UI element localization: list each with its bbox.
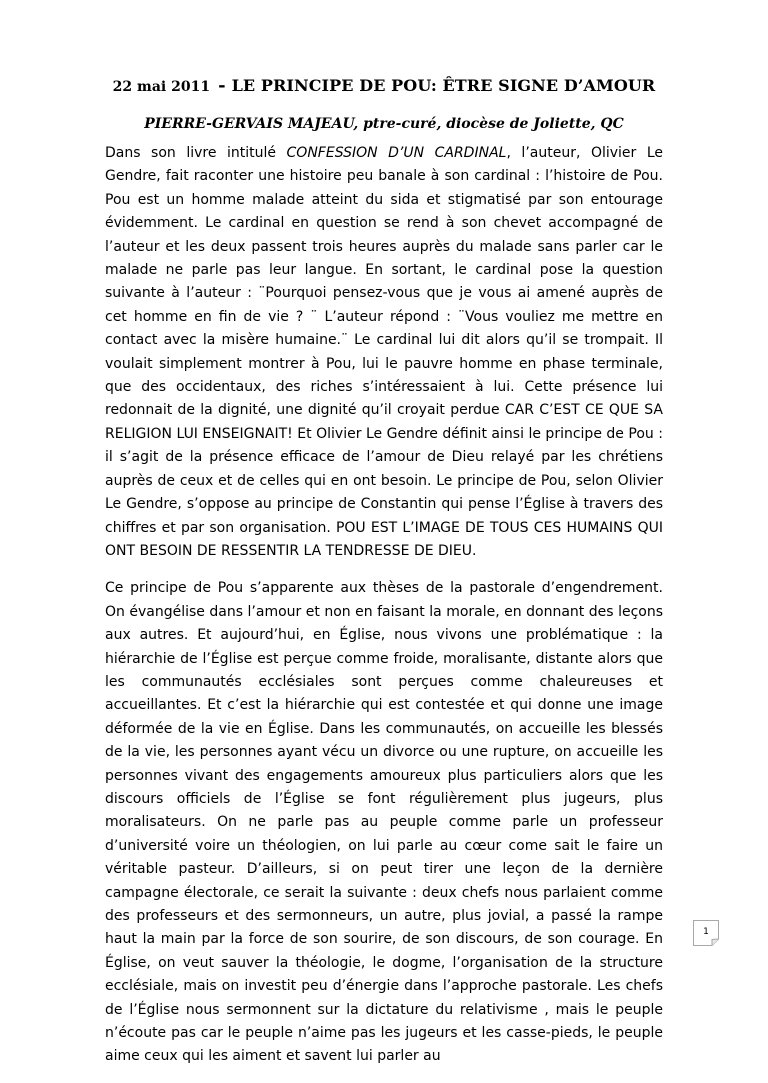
document-body xyxy=(105,142,663,1083)
paragraph-2: Ce principe de Pou s’apparente aux thèses de la pastorale d’engendrement. On évangélise dans l’amour et non en faisant la morale, en donnant des leçons aux autres. Et aujourd’hui, en Église, nous vivons une problématique : la hiérarchie de l’Église est perçue comme froide, moralisante, distante alors que les communautés ecclésiales sont perçues comme chaleureuses et accueillantes. Et c’est la hiérarchie qui est contestée et qui donne une image déformée de la vie en Église. Dans les communautés, on accueille les blessés de la vie, les personnes ayant vécu un divorce ou une rupture, on accueille les personnes vivant des engagements amoureux plus particuliers alors que les discours officiels de l’Église se font régulièrement plus jugeurs, plus moralisateurs. On ne parle pas au peuple comme parle un professeur d’université voire un théologien, on lui parle au cœur come sait le faire un véritable pasteur. D’ailleurs, si on peut tirer une leçon de la dernière campagne électorale, ce serait la suivante : deux chefs nous parlaient comme des professeurs et des sermonneurs, un autre, plus jovial, a passé la rampe haut la main par la force de son sourire, de son discours, de son courage. En Église, on veut sauver la théologie, le dogme, l’organisation de la structure ecclésiale, mais on investit peu d’énergie dans l’approche pastorale. Les chefs de l’Église nous sermonnent sur la dictature du relativisme , mais le peuple n’écoute pas car le peuple n’aime pas les jugeurs et les casse-pieds, le peuple aime ceux qui les aiment et savent lui parler au xyxy=(105,580,663,1065)
paragraph-1-text: , l’auteur, Olivier Le Gendre, fait raconter une histoire peu banale à son cardinal : l’histoire de Pou. Pou est un homme malade atteint du sida et stigmatisé par son entourage évidemment. Le cardinal en question se rend à son chevet accompagné de l’auteur et les deux passent trois heures auprès du malade sans parler car le malade ne parle pas leur langue. En sortant, le cardinal pose la question suivante à l’auteur : ¨Pourquoi pensez-vous que je vous ai amené auprès de cet homme en fin de vie ? ¨ L’auteur répond : ¨Vous vouliez me mettre en contact avec la misère humaine.¨ Le cardinal lui dit alors qu’il se trompait. Il voulait simplement montrer à Pou, lui le pauvre homme en phase terminale, que des occidentaux, des riches s’intéressaient à lui. Cette présence lui redonnait de la dignité, une dignité qu’il croyait perdue CAR C’EST CE QUE SA RELIGION LUI ENSEIGNAIT! Et Olivier Le Gendre définit ainsi le principe de Pou : il s’agit de la présence efficace de l’amour de Dieu relayé par les chrétiens auprès de ceux et de celles qui en ont besoin. Le principe de Pou, selon Olivier Le Gendre, s’oppose au principe de Constantin qui pense l’Église à travers des chiffres et par son organisation. POU EST L’IMAGE DE TOUS CES HUMAINS QUI ONT BESOIN DE RESSENTIR LA TENDRESSE DE DIEU. xyxy=(105,145,663,559)
page-number: 1 xyxy=(703,927,709,937)
title-dash: - xyxy=(218,75,226,96)
title-date: 22 mai 2011 xyxy=(112,79,211,95)
book-title: CONFESSION D’UN CARDINAL xyxy=(286,145,507,161)
page-title xyxy=(0,75,768,96)
page-number-box xyxy=(693,920,719,946)
paragraph-1 xyxy=(105,142,663,563)
title-text: LE PRINCIPE DE POU: ÊTRE SIGNE D’AMOUR xyxy=(231,76,656,95)
paragraph-1-intro: Dans son livre intitulé xyxy=(105,145,287,161)
author-line: PIERRE-GERVAIS MAJEAU, ptre-curé, diocèse de Joliette, QC xyxy=(144,116,624,132)
